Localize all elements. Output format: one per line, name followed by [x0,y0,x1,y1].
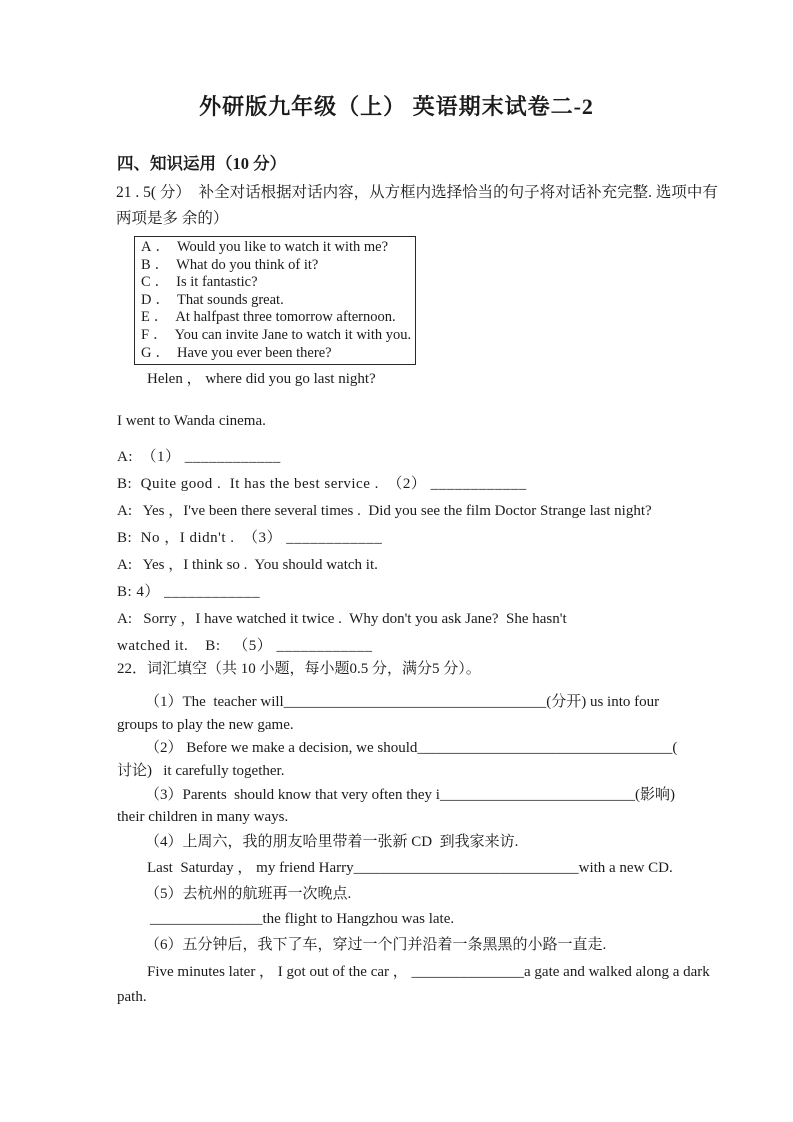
q22-item-3-line-1: （3）Parents should know that very often they i__________________________(影响) [145,787,675,803]
q22-item-5-line-2: _______________the flight to Hangzhou was late. [150,911,455,927]
q22-item-5-line-1: （5）去杭州的航班再一次晚点. [145,886,352,902]
q22-item-6-line-3: path. [117,989,147,1005]
option-row [141,345,411,363]
option-label: F [141,326,150,343]
option-text: What do you think of it? [176,256,319,273]
option-text: At halfpast three tomorrow afternoon. [175,309,396,326]
option-separator: ． [155,344,170,361]
option-row [141,309,411,327]
option-separator: ． [155,239,170,255]
option-label: A [141,239,152,255]
q22-item-1-line-1: （1）The teacher will___________________________________(分开) us into four [145,694,660,710]
dialogue-line: A: Yes ，I've been there several times . Did you see the film Doctor Strange last night? [117,503,652,519]
option-text: That sounds great. [176,291,284,308]
dialogue-line-blank-4: B: 4） ____________ [117,584,261,600]
q22-item-6-line-1: （6）五分钟后，我下了车，穿过一个门并沿着一条黑黑的小路一直走. [145,937,607,953]
option-separator: ． [153,309,169,326]
section-heading: 四、知识运用（10 分） [117,154,287,173]
option-text: You can invite Jane to watch it with you. [174,326,412,343]
option-row [141,239,411,257]
option-label: B [141,256,151,273]
dialogue-line-helen: Helen ， where did you go last night? [147,371,376,387]
option-row [141,274,411,292]
option-separator: ． [155,291,170,308]
option-separator: ． [153,326,168,343]
dialogue-line-blank-2: B: Quite good . It has the best service . （2） ____________ [117,476,527,492]
option-label: C [141,274,151,291]
dialogue-line-blank-1: A: （1） ____________ [117,449,281,465]
option-label: E [141,309,150,326]
option-row [141,327,411,345]
option-label: G [141,344,152,361]
dialogue-line-blank-5: watched it. B: （5） ____________ [117,638,373,654]
dialogue-line: A: Sorry ，I have watched it twice . Why don't you ask Jane? She hasn't [117,611,567,627]
q22-item-3-line-2: their children in many ways. [117,809,289,825]
page-title: 外研版九年级（上） 英语期末试卷二-2 [199,94,594,119]
option-label: D [141,291,152,308]
option-text: Is it fantastic? [176,274,258,291]
options-box [134,236,416,365]
q22-item-4-line-1: （4）上周六，我的朋友哈里带着一张新 CD 到我家来访. [145,834,519,850]
option-row [141,257,411,275]
option-separator: ． [154,256,170,273]
dialogue-line-wanda: I went to Wanda cinema. [117,413,266,429]
q22-item-1-line-2: groups to play the new game. [117,717,294,733]
dialogue-line-blank-3: B: No ，I didn't . （3） ____________ [117,530,383,546]
option-row [141,292,411,310]
q21-stem-line2: 两项是多 余的） [116,210,229,227]
q22-item-2-line-2: 讨论) it carefully together. [117,763,285,779]
dialogue-line: A: Yes ，I think so . You should watch it. [117,557,378,573]
option-text: Would you like to watch it with me? [176,239,389,255]
q22-item-6-line-2: Five minutes later ， I got out of the car ， _______________a gate and walked along a dark [147,964,710,980]
q22-item-4-line-2: Last Saturday ， my friend Harry______________________________with a new CD. [147,860,673,876]
q21-stem-line1: 21 . 5( 分） 补全对话根据对话内容，从方框内选择恰当的句子将对话补充完整. 选项中有 [116,184,718,201]
q22-heading: 22．词汇填空（共 10 小题，每小题0.5 分，满分5 分）。 [117,661,481,677]
option-text: Have you ever been there? [176,344,332,361]
option-separator: ． [154,274,170,291]
q22-item-2-line-1: （2） Before we make a decision, we should__________________________________( [145,740,678,756]
